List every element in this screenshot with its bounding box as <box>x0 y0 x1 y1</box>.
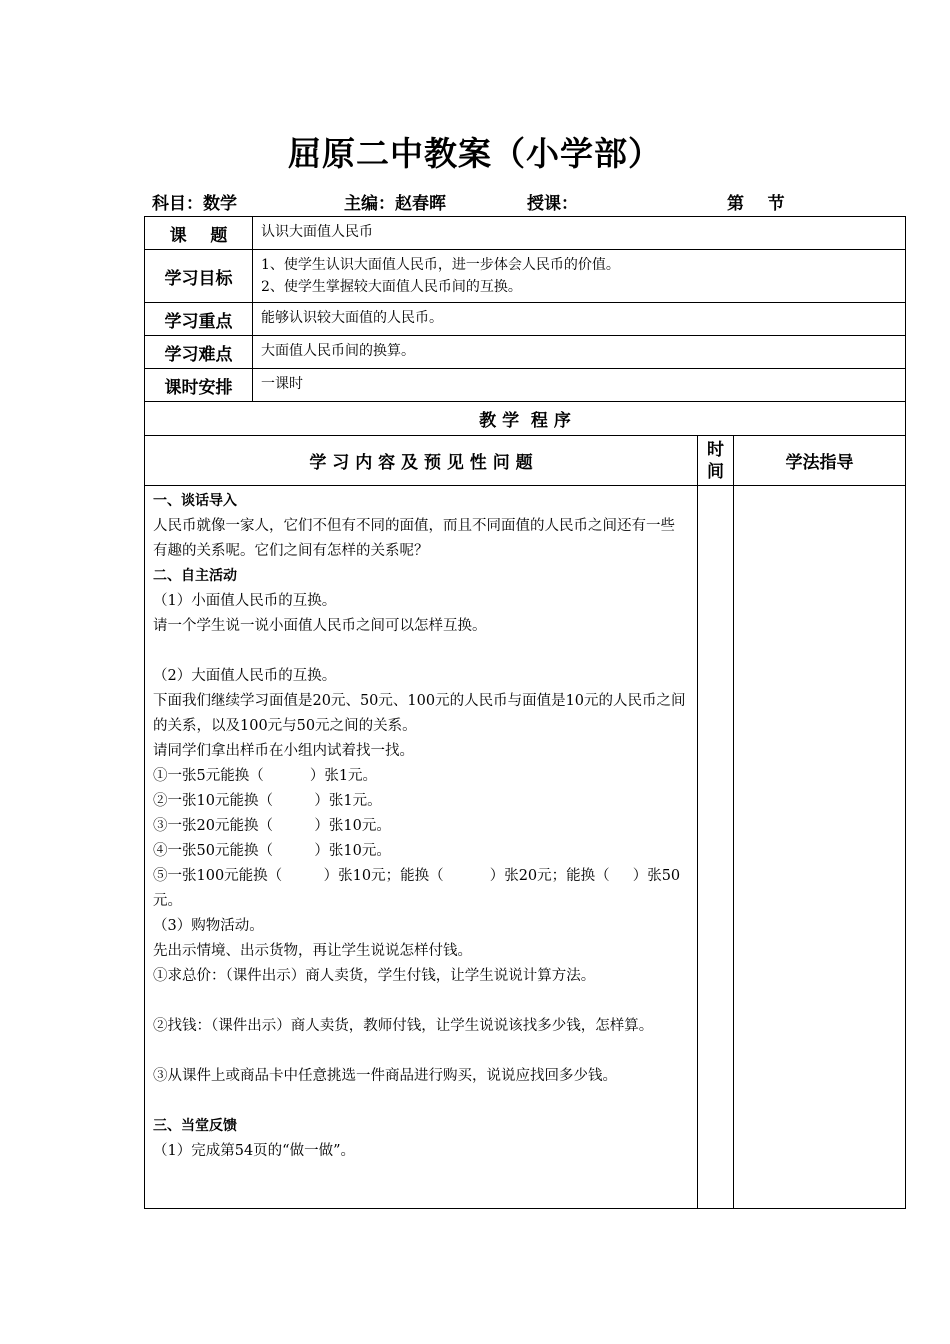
exercise-3: ③一张20元能换（ ）张10元。 <box>153 818 391 834</box>
spacer <box>153 639 689 664</box>
value-topic: 认识大面值人民币 <box>253 217 906 250</box>
step-3: ③从课件上或商品卡中任意挑选一件商品进行购买，说说应找回多少钱。 <box>153 1068 617 1084</box>
value-schedule: 一课时 <box>253 369 906 402</box>
editor-field: 主编：赵春晖 <box>344 194 446 214</box>
row-procedure-title <box>145 402 906 436</box>
label-difficulty: 学习难点 <box>145 336 253 369</box>
period-field: 第 节 <box>727 194 785 214</box>
subject-field: 科目：数学 <box>152 194 237 214</box>
exercise-1: ①一张5元能换（ ）张1元。 <box>153 768 378 784</box>
method-cell <box>734 486 906 1209</box>
header-time: 时间 <box>698 436 734 486</box>
activity-3: （3）购物活动。 <box>153 918 264 934</box>
procedure-title: 教 学 程 序 <box>145 402 906 436</box>
page-title: 屈原二中教案（小学部） <box>288 134 662 173</box>
label-goals: 学习目标 <box>145 250 253 303</box>
step-1: ①求总价：（课件出示）商人卖货，学生付钱，让学生说说计算方法。 <box>153 968 596 984</box>
section-heading-3: 三、当堂反馈 <box>153 1118 237 1134</box>
paragraph: 先出示情境、出示货物，再让学生说说怎样付钱。 <box>153 943 472 959</box>
row-topic <box>145 217 906 250</box>
label-key: 学习重点 <box>145 303 253 336</box>
spacer <box>153 1089 689 1114</box>
procedure-content <box>145 486 698 1209</box>
lesson-plan-table <box>144 216 906 1209</box>
value-key: 能够认识较大面值的人民币。 <box>253 303 906 336</box>
paragraph: 人民币就像一家人，它们不但有不同的面值，而且不同面值的人民币之间还有一些有趣的关系呢。它们之间有怎样的关系呢？ <box>153 518 675 559</box>
feedback-1: （1）完成第54页的“做一做”。 <box>153 1143 356 1159</box>
exercise-4: ④一张50元能换（ ）张10元。 <box>153 843 391 859</box>
row-goals <box>145 250 906 303</box>
goal-line-1: 1、使学生认识大面值人民币，进一步体会人民币的价值。 <box>261 257 620 273</box>
row-difficulty <box>145 336 906 369</box>
goal-line-2: 2、使学生掌握较大面值人民币间的互换。 <box>261 279 522 295</box>
paragraph: 请一个学生说一说小面值人民币之间可以怎样互换。 <box>153 618 487 634</box>
value-goals <box>253 250 906 303</box>
teacher-field: 授课： <box>527 194 578 214</box>
spacer <box>153 1039 689 1064</box>
label-schedule: 课时安排 <box>145 369 253 402</box>
exercise-5: ⑤一张100元能换（ ）张10元；能换（ ）张20元；能换（ ）张50元。 <box>153 868 681 909</box>
header-content: 学 习 内 容 及 预 见 性 问 题 <box>145 436 698 486</box>
label-topic: 课 题 <box>145 217 253 250</box>
row-schedule <box>145 369 906 402</box>
paragraph: 请同学们拿出样币在小组内试着找一找。 <box>153 743 414 759</box>
value-difficulty: 大面值人民币间的换算。 <box>253 336 906 369</box>
row-key <box>145 303 906 336</box>
section-heading-2: 二、自主活动 <box>153 568 237 584</box>
exercise-2: ②一张10元能换（ ）张1元。 <box>153 793 382 809</box>
header-method: 学法指导 <box>734 436 906 486</box>
time-cell <box>698 486 734 1209</box>
section-heading-1: 一、谈话导入 <box>153 493 237 509</box>
row-procedure-headers <box>145 436 906 486</box>
spacer <box>153 989 689 1014</box>
activity-2: （2）大面值人民币的互换。 <box>153 668 337 684</box>
step-2: ②找钱：（课件出示）商人卖货，教师付钱，让学生说说该找多少钱，怎样算。 <box>153 1018 654 1034</box>
row-procedure-body <box>145 486 906 1209</box>
activity-1: （1）小面值人民币的互换。 <box>153 593 337 609</box>
paragraph: 下面我们继续学习面值是20元、50元、100元的人民币与面值是10元的人民币之间的关系，以及100元与50元之间的关系。 <box>153 693 686 734</box>
